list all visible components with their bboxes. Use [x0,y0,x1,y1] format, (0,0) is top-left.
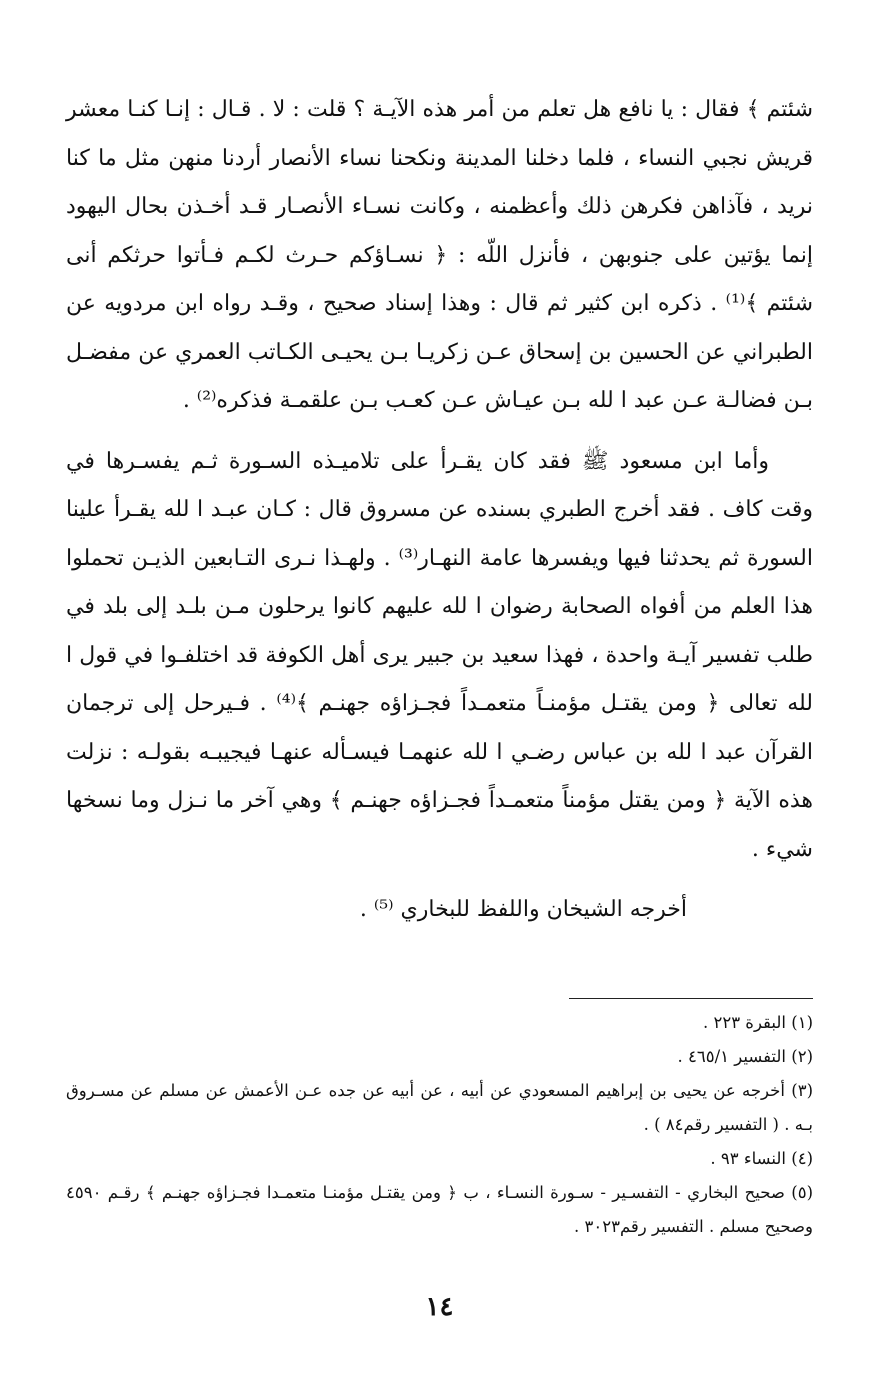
footnotes [66,1006,813,1244]
page-number: ١٤ [425,1292,454,1322]
footnote-5: (٥) صحيح البخاري - التفسـير - سـورة النسـاء ، ب ﴿ ومن يقتـل مؤمنـا متعمـدا فجـزاؤه جهنـم ﴾ رقـم ٤٥٩٠ وصحيح مسلم . التفسير رقم٣٠٢٣ . [66,1183,813,1236]
main-text [66,86,813,935]
paragraph-1: شئتم ﴾ فقال : يا نافع هل تعلم من أمر هذه الآيـة ؟ قلت : لا . قـال : إنـا كنـا معشر قريش نجبي النساء ، فلما دخلنا المدينة ونكحنا نساء الأنصار أردنا منهن مثل ما كنا نريد ، فآذاهن فكرهن ذلك وأعظمنه ، وكانت نسـاء الأنصـار قـد أخـذن بحال اليهود إنما يؤتين على جنوبهن ، فأنزل اللّه : ﴿ نسـاؤكم حـرث لكـم فـأتوا حرثكم أنى شئتم ﴾⁽¹⁾ . ذكره ابن كثير ثم قال : وهذا إسناد صحيح ، وقـد رواه ابن مردويه عن الطبراني عن الحسين بن إسحاق عـن زكريـا بـن يحيـى الكـاتب العمري عن مفضـل بـن فضالـة عـن عبد ا لله بـن عيـاش عـن كعـب بـن علقمـة فذكره⁽²⁾ . [66,97,814,413]
paragraph-3: أخرجه الشيخان واللفظ للبخاري ⁽⁵⁾ . [359,897,687,922]
paragraph-2: وأما ابن مسعود ﷺ فقد كان يقـرأ على تلاميـذه السـورة ثـم يفسـرها في وقت كاف . فقد أخرج الطبري بسنده عن مسروق قال : كـان عبـد ا لله يقـرأ علينا السورة ثم يحدثنا فيها ويفسرها عامة النهـار⁽³⁾ . ولهـذا نـرى التـابعين الذيـن تحملوا هذا العلم من أفواه الصحابة رضوان ا لله عليهم كانوا يرحلون مـن بلـد إلى بلد في طلب تفسير آيـة واحدة ، فهذا سعيد بن جبير يرى أهل الكوفة قد اختلفـوا في قول ا لله تعالى ﴿ ومن يقتـل مؤمنـاً متعمـداً فجـزاؤه جهنـم ﴾⁽⁴⁾ . فـيرحل إلى ترجمان القرآن عبد ا لله بن عباس رضـي ا لله عنهمـا فيسـأله عنهـا فيجيبـه بقولـه : نزلت هذه الآية ﴿ ومن يقتل مؤمناً متعمـداً فجـزاؤه جهنـم ﴾ وهي آخر ما نـزل وما نسخها شيء . [66,448,813,862]
footnote-divider [569,998,813,999]
footnote-1: (١) البقرة ٢٢٣ . [702,1013,813,1032]
footnote-3: (٣) أخرجه عن يحيى بن إبراهيم المسعودي عن أبيه ، عن أبيه عن جده عـن الأعمش عن مسلم عن مسـروق بـه . ( التفسير رقم٨٤ ) . [66,1081,813,1134]
footnote-4: (٤) النساء ٩٣ . [710,1149,813,1168]
footnote-2: (٢) التفسير ٤٦٥/١ . [677,1047,813,1066]
